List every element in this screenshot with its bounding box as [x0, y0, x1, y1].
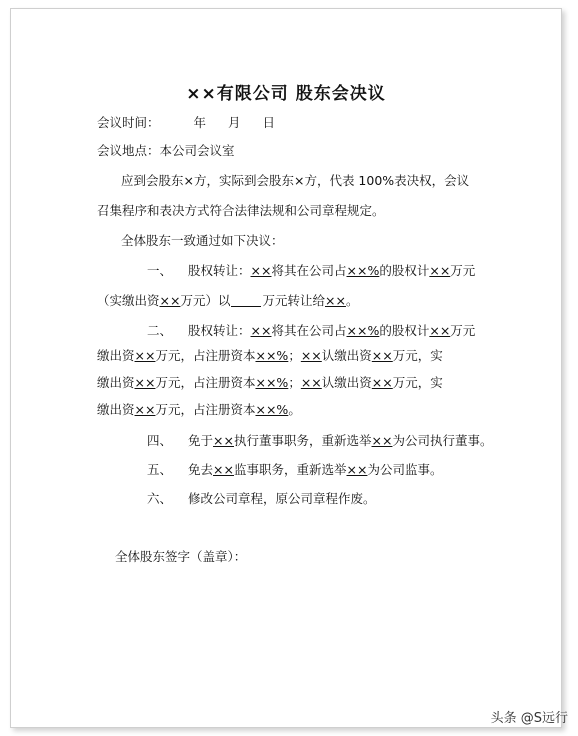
document-page — [10, 8, 562, 728]
item-remove-supervisor: 五、 免去××监事职务，重新选举××为公司监事。 — [147, 462, 443, 477]
item2-line3: 缴出资××万元，占注册资本××%；××认缴出资××万元，实 — [97, 375, 443, 390]
watermark: 头条 @S远行 — [490, 711, 568, 726]
item2-line1: 二、 股权转让：××将其在公司占××%的股权计××万元 — [147, 323, 476, 338]
item2-line2: 缴出资××万元，占注册资本××%；××认缴出资××万元，实 — [97, 348, 443, 363]
item1-line1: 一、 股权转让：××将其在公司占××%的股权计××万元 — [147, 263, 476, 278]
item1-line2: （实缴出资××万元）以 万元转让给××。 — [97, 293, 359, 308]
para1-line1: 应到会股东×方，实际到会股东×方，代表 100%表决权，会议 — [121, 173, 470, 188]
item-remove-director: 四、 免于××执行董事职务，重新选举××为公司执行董事。 — [147, 433, 493, 448]
meeting-time-day: 日 — [262, 115, 276, 130]
item1-number: 一、 — [147, 263, 173, 278]
item2-line4: 缴出资××万元，占注册资本××%。 — [97, 402, 301, 417]
meeting-time — [97, 113, 275, 131]
document-title: ××有限公司 股东会决议 — [186, 84, 386, 104]
meeting-time-year: 年 — [193, 115, 207, 130]
meeting-time-label: 会议时间： — [97, 115, 160, 130]
para1-line2: 召集程序和表决方式符合法律法规和公司章程规定。 — [97, 203, 385, 218]
meeting-place: 会议地点：本公司会议室 — [97, 143, 235, 158]
meeting-time-month: 月 — [228, 115, 241, 130]
item2-number: 二、 — [147, 323, 173, 338]
signature-line: 全体股东签字（盖章）： — [115, 549, 247, 564]
amount-blank — [231, 294, 261, 307]
resolution-intro: 全体股东一致通过如下决议： — [121, 233, 284, 248]
item-amend-charter: 六、 修改公司章程，原公司章程作废。 — [147, 491, 376, 506]
